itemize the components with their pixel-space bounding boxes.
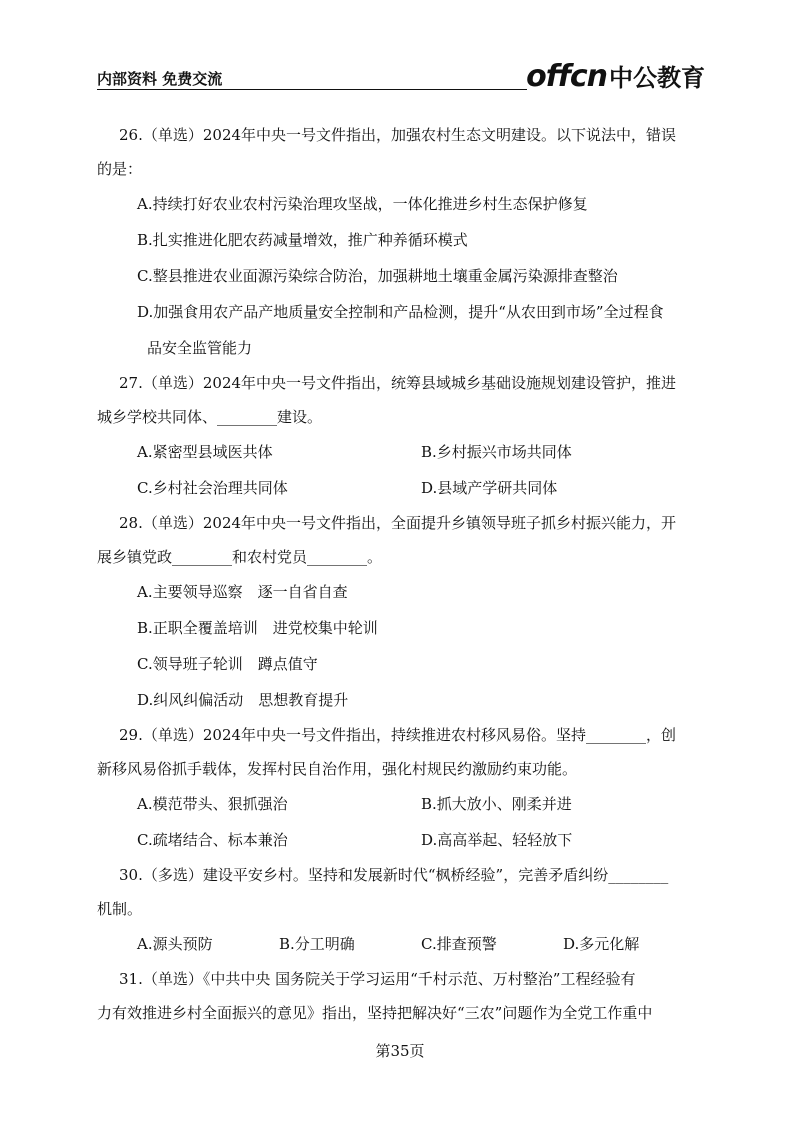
logo-en-text: offcn [526, 59, 607, 94]
question-26-option-d: D.加强食用农产品产地质量安全控制和产品检测，提升“从农田到市场”全过程食 [137, 303, 664, 321]
header-divider [97, 89, 527, 90]
question-28-stem: 28.（单选）2024年中央一号文件指出，全面提升乡镇领导班子抓乡村振兴能力，开 [119, 514, 677, 532]
question-27-option-c: C.乡村社会治理共同体 [137, 479, 288, 497]
page-number: 第35页 [375, 1042, 425, 1060]
offcn-logo [526, 58, 705, 94]
question-27-options-row-2 [97, 470, 705, 506]
question-31-stem: 31.（单选）《中共中央 国务院关于学习运用“千村示范、万村整治”工程经验有 [119, 970, 636, 988]
question-29-stem-cont: 新移风易俗抓手载体，发挥村民自治作用，强化村规民约激励约束功能。 [97, 760, 578, 778]
question-30-stem-cont: 机制。 [97, 900, 143, 918]
question-27-option-a: A.紧密型县域医共体 [137, 443, 273, 461]
question-27-options-row-1 [97, 434, 705, 470]
question-27-option-b: B.乡村振兴市场共同体 [421, 443, 572, 461]
question-26-stem: 26.（单选）2024年中央一号文件指出，加强农村生态文明建设。以下说法中，错误 [119, 126, 677, 144]
question-26-option-b: B.扎实推进化肥农药减量增效，推广种养循环模式 [137, 231, 468, 249]
question-27-stem-cont: 城乡学校共同体、________建设。 [97, 408, 323, 426]
question-30-option-b: B.分工明确 [279, 935, 355, 953]
question-30-options-row [97, 926, 705, 962]
question-30-option-c: C.排查预警 [421, 935, 497, 953]
question-28-option-d: D.纠风纠偏活动 思想教育提升 [137, 691, 349, 709]
question-29-option-d: D.高高举起、轻轻放下 [421, 831, 573, 849]
question-30-option-a: A.源头预防 [137, 935, 213, 953]
question-29-option-c: C.疏堵结合、标本兼治 [137, 831, 288, 849]
question-28-stem-cont: 展乡镇党政________和农村党员________。 [97, 548, 383, 566]
question-29-stem: 29.（单选）2024年中央一号文件指出，持续推进农村移风易俗。坚持________，创 [119, 726, 677, 744]
question-29-options-row-1 [97, 786, 705, 822]
question-26-option-d-cont: 品安全监管能力 [147, 339, 253, 357]
question-26-option-a: A.持续打好农业农村污染治理攻坚战，一体化推进乡村生态保护修复 [137, 195, 588, 213]
question-31-stem-cont: 力有效推进乡村全面振兴的意见》指出，坚持把解决好“三农”问题作为全党工作重中 [97, 1004, 653, 1022]
question-30-stem: 30.（多选）建设平安乡村。坚持和发展新时代“枫桥经验”，完善矛盾纠纷________ [119, 866, 669, 884]
question-26-stem-cont: 的是： [97, 160, 143, 178]
question-29-options-row-2 [97, 822, 705, 858]
question-27-option-d: D.县域产学研共同体 [421, 479, 558, 497]
question-28-option-a: A.主要领导巡察 逐一自省自查 [137, 583, 348, 601]
question-30-option-d: D.多元化解 [563, 935, 640, 953]
question-28-option-b: B.正职全覆盖培训 进党校集中轮训 [137, 619, 378, 637]
page-header [97, 59, 705, 94]
question-29-option-b: B.抓大放小、刚柔并进 [421, 795, 572, 813]
header-note: 内部资料 免费交流 [97, 70, 223, 88]
page-content [97, 118, 705, 1030]
question-28-option-c: C.领导班子轮训 蹲点值守 [137, 655, 318, 673]
question-27-stem: 27.（单选）2024年中央一号文件指出，统筹县域城乡基础设施规划建设管护，推进 [119, 374, 677, 392]
question-29-option-a: A.模范带头、狠抓强治 [137, 795, 288, 813]
logo-cn-text: 中公教育 [609, 64, 705, 92]
question-26-option-c: C.整县推进农业面源污染综合防治，加强耕地土壤重金属污染源排查整治 [137, 267, 618, 285]
